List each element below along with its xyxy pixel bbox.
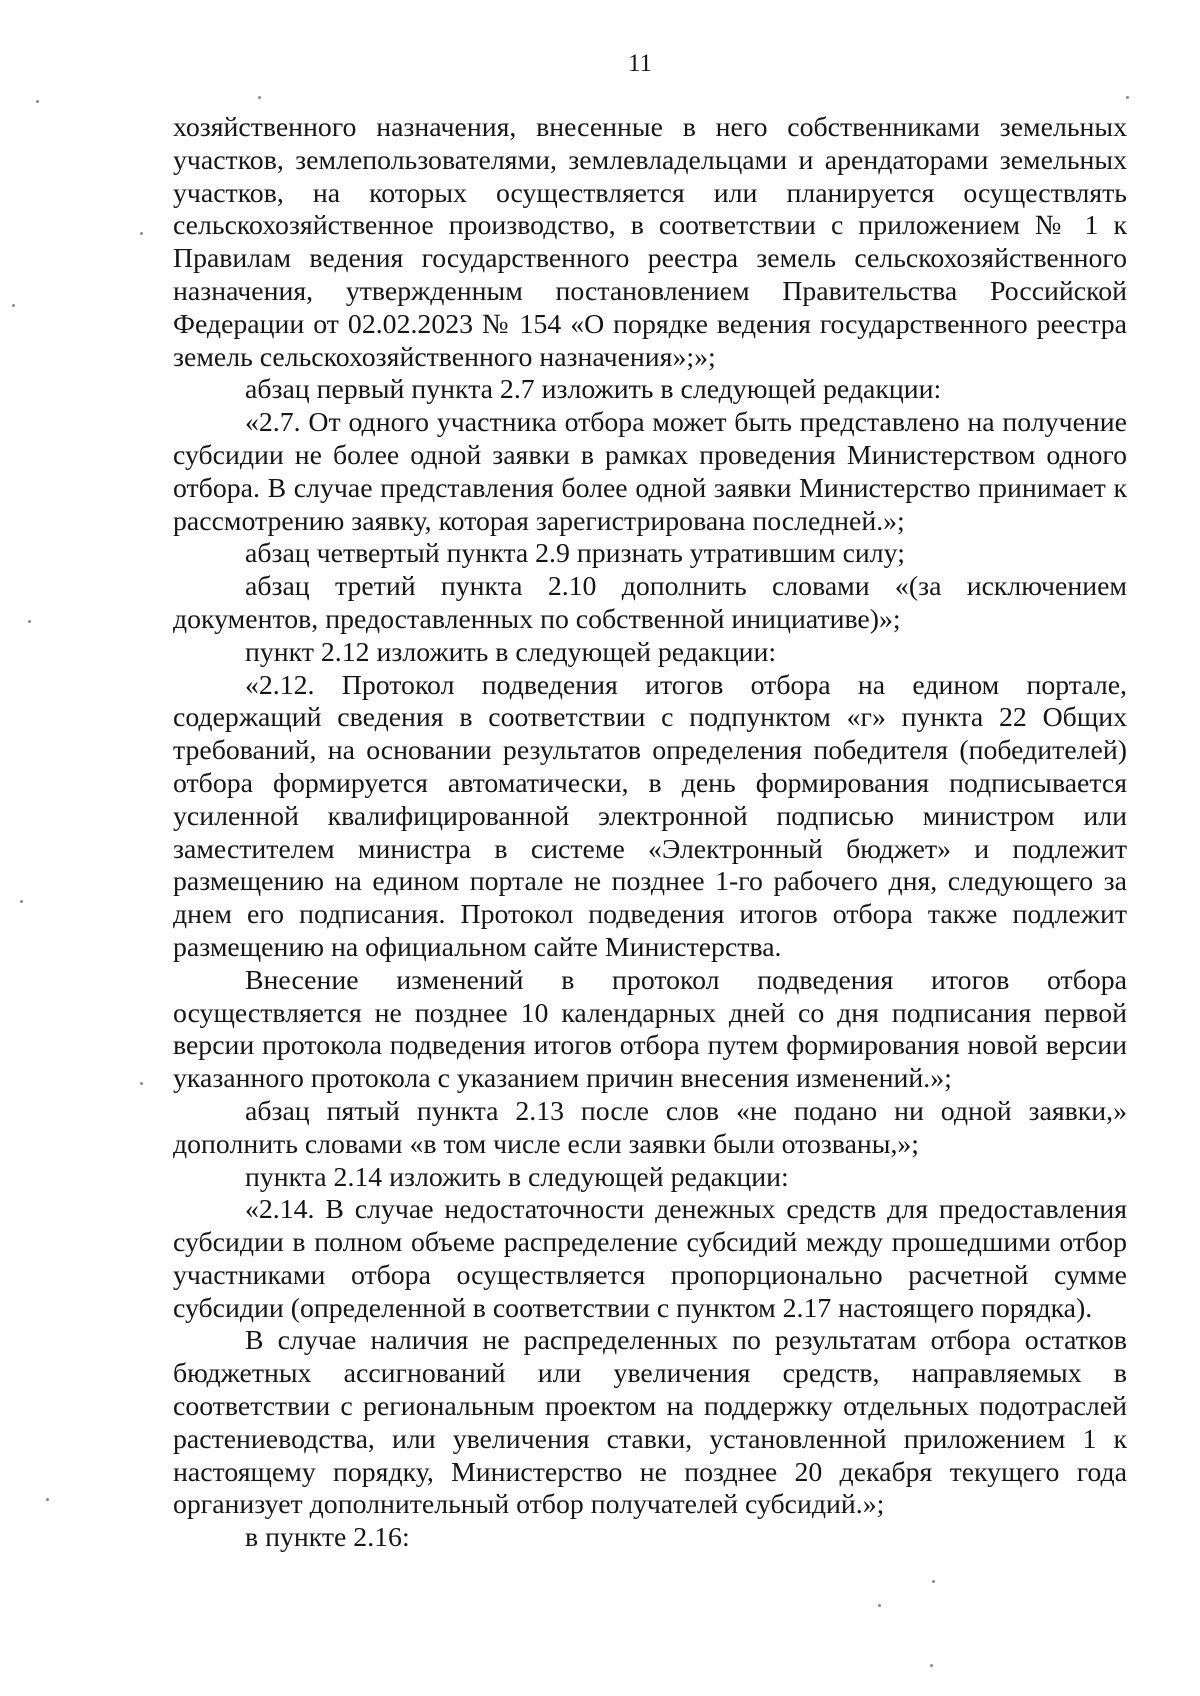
paragraph: Внесение изменений в протокол подведения итогов отбора осуществляется не позднее 10 календарных дней со дня подписания первой версии протокола подведения итогов отбора путем формирования новой версии указанного протокола с указанием причин внесения изменений.»; [173,964,1127,1095]
scan-speck [1126,96,1129,99]
paragraph: «2.7. От одного участника отбора может быть представлено на получение субсидии не более одной заявки в рамках проведения Министерством одного отбора. В случае представления более одной заявки Министерство принимает к рассмотрению заявку, которая зарегистрирована последней.»; [173,407,1127,537]
paragraph: абзац первый пункта 2.7 изложить в следующей редакции: [245,374,942,406]
scan-speck [20,900,23,903]
scan-speck [36,100,39,103]
paragraph: абзац четвертый пункта 2.9 признать утратившим силу; [245,538,905,570]
scan-speck [140,232,143,235]
paragraph: «2.14. В случае недостаточности денежных средств для предоставления субсидии в полном объеме распределение субсидий между прошедшими отбор участниками отбора осуществляется пропорционально расчетной сумме субсидии (определенной в соответствии с пунктом 2.17 настоящего порядка). [173,1194,1127,1324]
scan-speck [46,1498,49,1501]
paragraph: пункт 2.12 изложить в следующей редакции: [245,636,777,668]
paragraph: в пункте 2.16: [245,1522,410,1554]
scan-speck [258,96,261,99]
scan-speck [932,1580,935,1583]
paragraph: В случае наличия не распределенных по результатам отбора остатков бюджетных ассигнований или увеличения средств, направляемых в соответствии с региональным проектом на поддержку отдельных подотраслей растениеводства, или увеличения ставки, установленной приложением 1 к настоящему порядку, Министерство не позднее 20 декабря текущего года организует дополнительный отбор получателей субсидий.»; [173,1325,1127,1521]
paragraph: пункта 2.14 изложить в следующей редакции: [245,1161,789,1193]
scan-speck [28,620,31,623]
paragraph: абзац третий пункта 2.10 дополнить словами «(за исключением документов, предоставленных по собственной инициативе)»; [173,571,1127,635]
scan-speck [140,1082,143,1085]
scan-speck [12,304,15,307]
scan-speck [930,1664,933,1667]
document-body [173,112,1127,1555]
paragraph: «2.12. Протокол подведения итогов отбора на едином портале, содержащий сведения в соответствии с подпунктом «г» пункта 22 Общих требований, на основании результатов определения победителя (победителей) отбора формируется автоматически, в день формирования подписывается усиленной квалифицированной электронной подписью министром или заместителем министра в системе «Электронный бюджет» и подлежит размещению на едином портале не позднее 1-го рабочего дня, следующего за днем его подписания. Протокол подведения итогов отбора также подлежит размещению на официальном сайте Министерства. [173,669,1127,963]
paragraph: абзац пятый пункта 2.13 после слов «не подано ни одной заявки,» дополнить словами «в том числе если заявки были отозваны,»; [173,1095,1127,1160]
scan-speck [878,1604,881,1607]
page-number: 11 [627,50,653,77]
paragraph-continuation: хозяйственного назначения, внесенные в него собственниками земельных участков, землепользователями, землевладельцами и арендаторами земельных участков, на которых осуществляется или планируется осуществлять сельскохозяйственное производство, в соответствии с приложением № 1 к Правилам ведения государственного реестра земель сельскохозяйственного назначения, утвержденным постановлением Правительства Российской Федерации от 02.02.2023 № 154 «О порядке ведения государственного реестра земель сельскохозяйственного назначения»;»; [173,112,1127,373]
